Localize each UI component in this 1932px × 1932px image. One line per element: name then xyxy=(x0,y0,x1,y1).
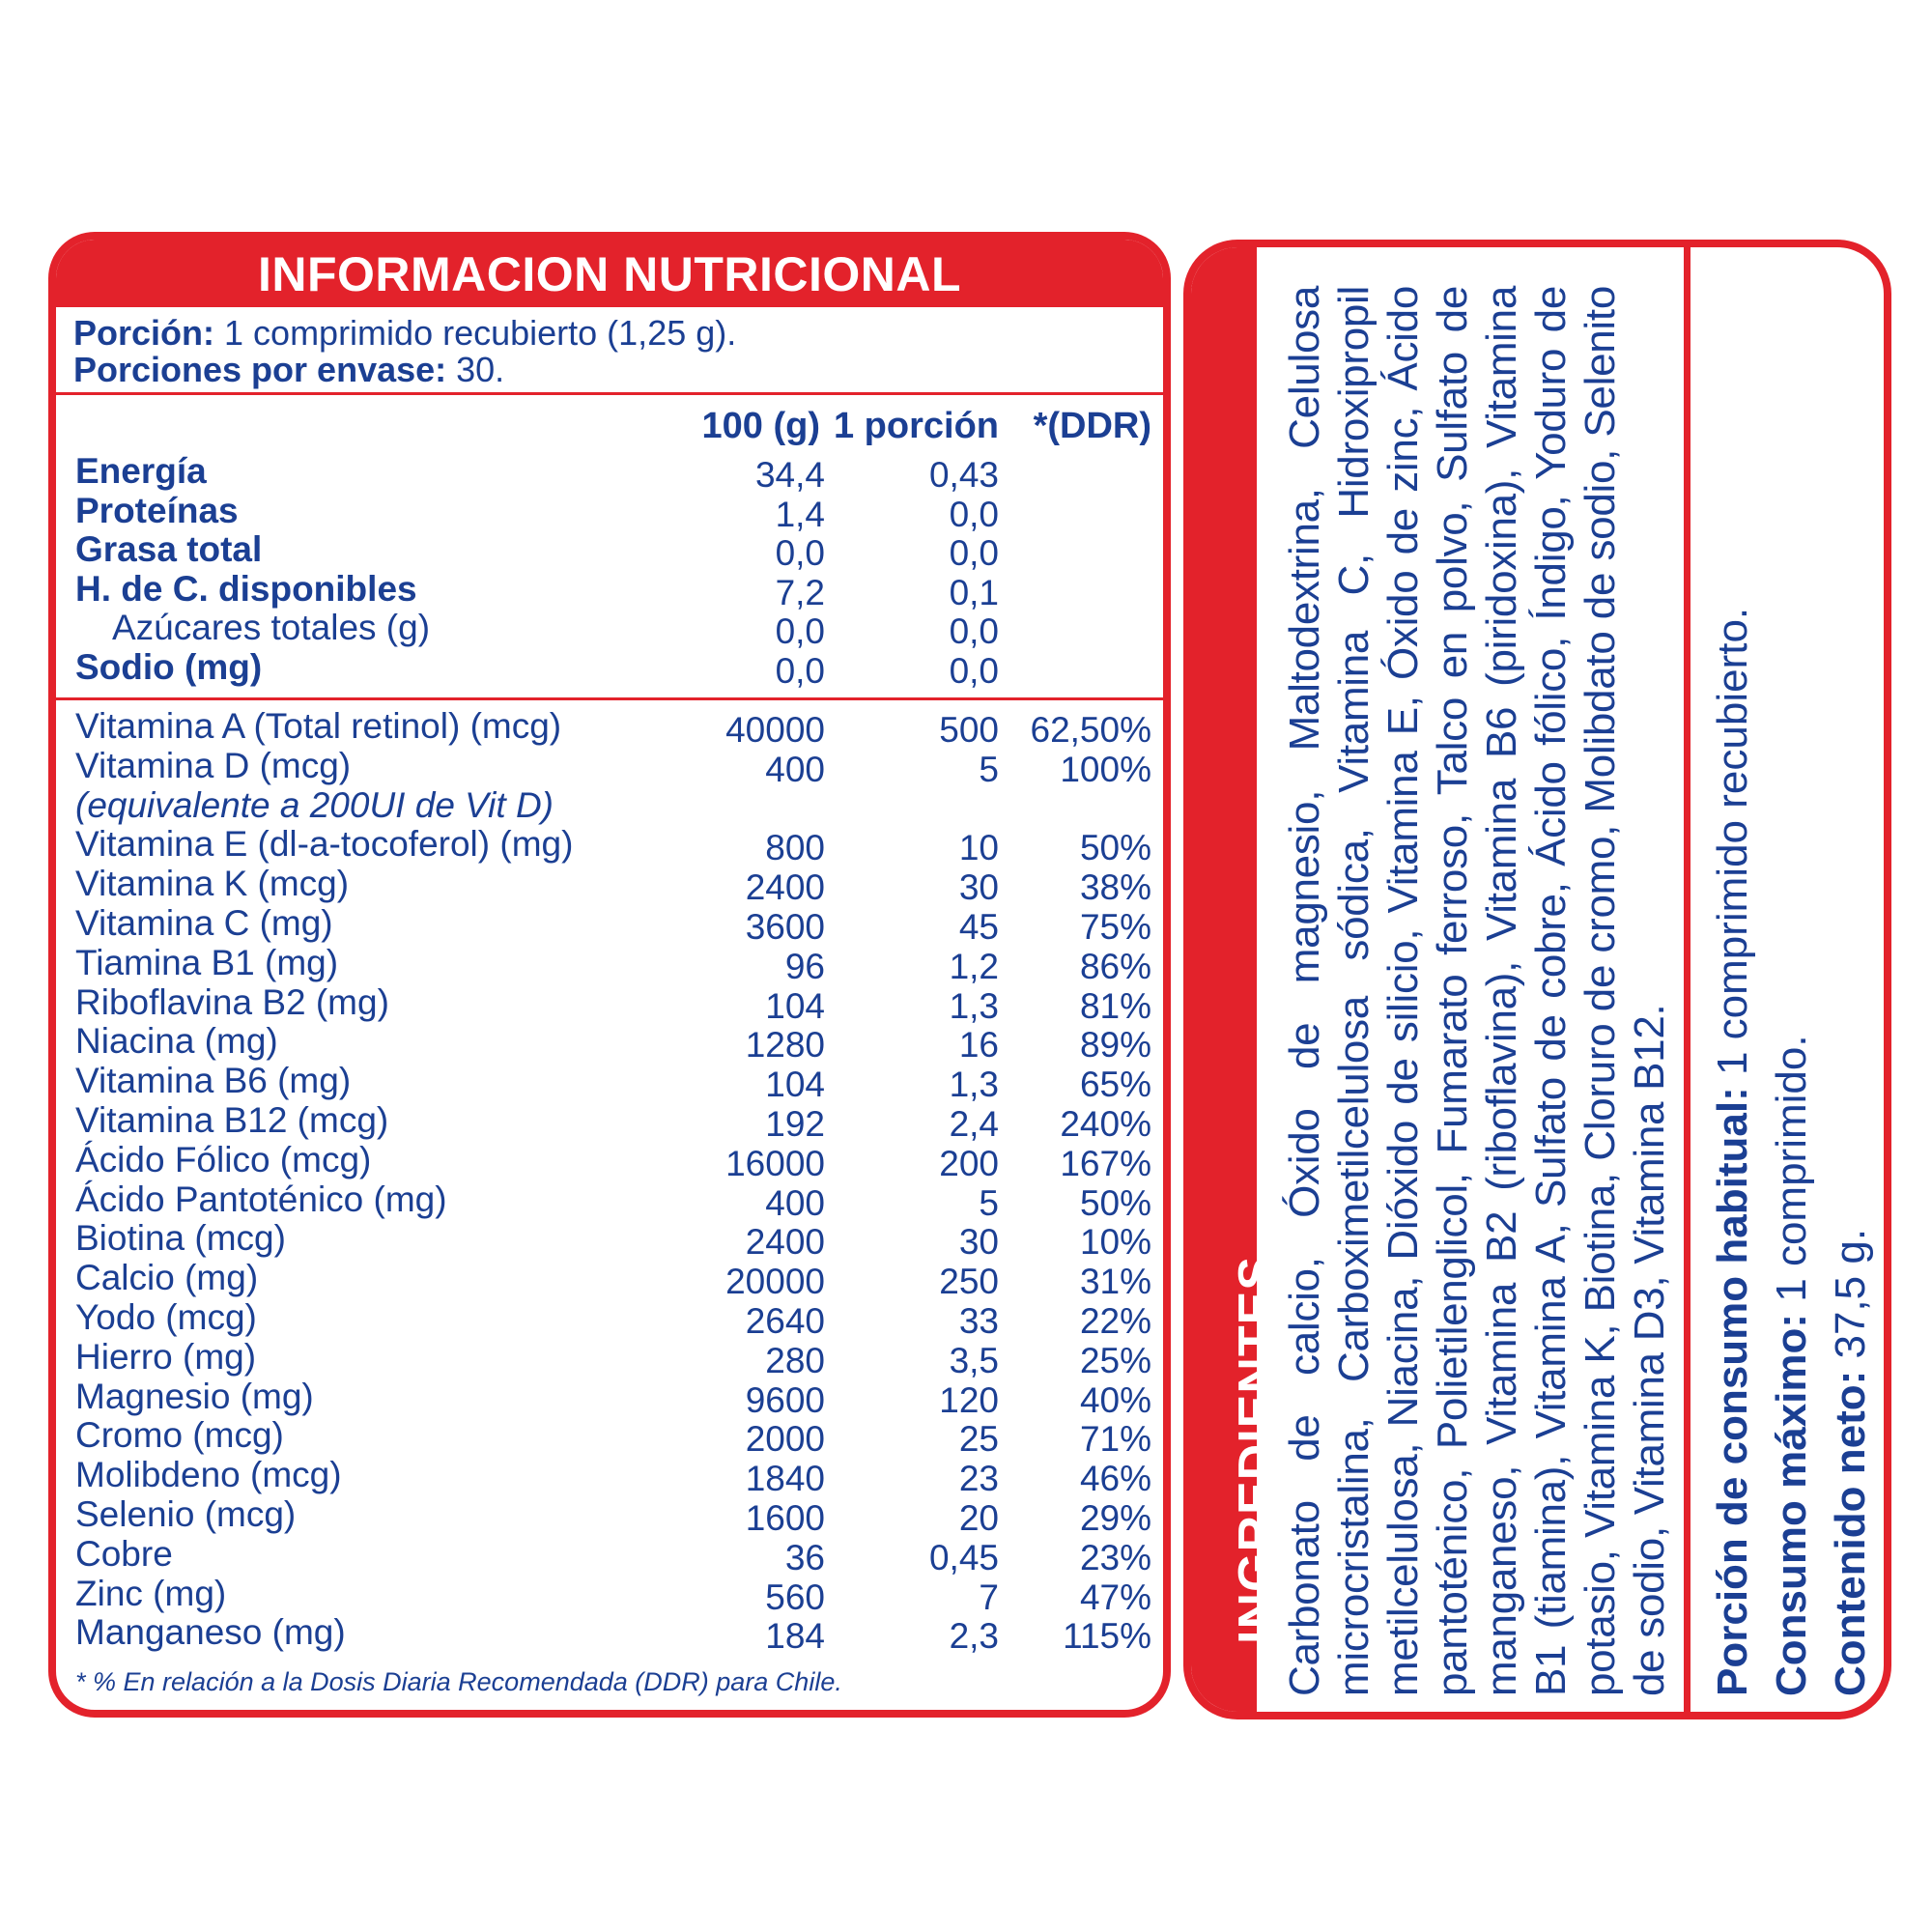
value-ddr-percent: 89% xyxy=(1079,1025,1151,1065)
value-ddr-percent: 71% xyxy=(1079,1419,1151,1460)
value-ddr-percent: 47% xyxy=(1079,1577,1151,1617)
nutrient-label: Vitamina A (Total retinol) (mcg) xyxy=(75,706,562,746)
value-ddr-percent: 100% xyxy=(1060,749,1151,789)
nutrient-label: Magnesio (mg) xyxy=(75,1376,314,1416)
value-per-portion: 23 xyxy=(958,1459,999,1499)
nutrient-label: Hierro (mg) xyxy=(75,1336,257,1377)
nutrient-label: Grasa total xyxy=(75,529,263,569)
value-per-100g: 96 xyxy=(784,946,825,986)
value-per-portion: 0,0 xyxy=(949,533,999,573)
value-per-portion: 20 xyxy=(958,1498,999,1538)
value-per-100g: 1600 xyxy=(745,1498,825,1538)
value-per-portion: 0,0 xyxy=(949,611,999,651)
nutrient-row xyxy=(56,529,1163,573)
nutrition-title: INFORMACION NUTRICIONAL xyxy=(56,240,1163,307)
value-per-100g: 104 xyxy=(765,1065,825,1105)
value-per-100g: 2640 xyxy=(745,1301,825,1341)
serving-info xyxy=(73,315,736,388)
nutrient-label: Cobre xyxy=(75,1533,173,1574)
nutrition-facts-panel xyxy=(48,232,1171,1718)
value-per-portion: 120 xyxy=(939,1379,999,1420)
value-per-portion: 500 xyxy=(939,710,999,750)
value-per-portion: 10 xyxy=(958,828,999,868)
value-per-portion: 1,3 xyxy=(949,1065,999,1105)
nutrient-label: Vitamina D (mcg) xyxy=(75,745,352,785)
value-per-portion: 33 xyxy=(958,1301,999,1341)
habitual-portion-value: 1 comprimido recubierto. xyxy=(1709,607,1756,1088)
value-ddr-percent: 75% xyxy=(1079,907,1151,947)
value-per-portion: 0,1 xyxy=(949,572,999,612)
value-per-100g: 400 xyxy=(765,1182,825,1223)
value-ddr-percent: 38% xyxy=(1079,867,1151,908)
nutrient-label: Manganeso (mg) xyxy=(75,1612,346,1653)
value-per-100g: 3600 xyxy=(745,907,825,947)
nutrient-label: Molibdeno (mcg) xyxy=(75,1455,342,1495)
serving-label: Porción: xyxy=(73,313,215,353)
nutrient-label: Ácido Pantoténico (mg) xyxy=(75,1179,447,1219)
nutrient-label: H. de C. disponibles xyxy=(75,568,417,609)
nutrient-row xyxy=(56,745,1163,789)
value-per-100g: 184 xyxy=(765,1616,825,1657)
nutrient-row xyxy=(56,824,1163,868)
value-per-100g: 1280 xyxy=(745,1025,825,1065)
divider xyxy=(56,697,1163,700)
value-per-100g: 34,4 xyxy=(754,455,825,495)
nutrient-row xyxy=(56,1533,1163,1577)
value-ddr-percent: 50% xyxy=(1079,1182,1151,1223)
value-per-100g: 16000 xyxy=(725,1143,825,1183)
value-per-100g: 36 xyxy=(784,1537,825,1577)
value-per-100g: 1,4 xyxy=(775,494,825,534)
value-per-100g: 40000 xyxy=(725,710,825,750)
value-ddr-percent: 29% xyxy=(1079,1498,1151,1538)
value-per-100g: 1840 xyxy=(745,1459,825,1499)
nutrient-label: Biotina (mcg) xyxy=(75,1218,286,1259)
value-per-portion: 0,0 xyxy=(949,650,999,691)
value-per-portion: 16 xyxy=(958,1025,999,1065)
nutrient-row xyxy=(56,706,1163,750)
nutrient-label: Azúcares totales (g) xyxy=(112,608,431,647)
nutrient-row xyxy=(56,1179,1163,1223)
ingredients-panel xyxy=(1183,240,1891,1719)
nutrient-label: Ácido Fólico (mcg) xyxy=(75,1139,372,1179)
habitual-portion-label: Porción de consumo habitual: xyxy=(1709,1087,1756,1696)
value-ddr-percent: 40% xyxy=(1079,1379,1151,1420)
ingredients-title: INGREDIENTES xyxy=(1229,1255,1285,1644)
nutrient-row xyxy=(56,568,1163,612)
value-per-100g: 2000 xyxy=(745,1419,825,1460)
nutrient-label: Yodo (mcg) xyxy=(75,1297,257,1337)
nutrient-label: Energía xyxy=(75,451,207,491)
nutrient-row xyxy=(56,490,1163,534)
value-per-portion: 3,5 xyxy=(949,1340,999,1380)
nutrient-label: Zinc (mg) xyxy=(75,1573,227,1613)
value-per-100g: 0,0 xyxy=(775,533,825,573)
value-per-100g: 2400 xyxy=(745,1222,825,1263)
value-per-100g: 560 xyxy=(765,1577,825,1617)
value-ddr-percent: 86% xyxy=(1079,946,1151,986)
nutrient-row xyxy=(56,1415,1163,1460)
value-ddr-percent: 65% xyxy=(1079,1065,1151,1105)
value-per-portion: 0,0 xyxy=(949,494,999,534)
divider xyxy=(56,392,1163,395)
column-header-per-100g: 100 (g) xyxy=(701,406,820,446)
net-content-label: Contenido neto: xyxy=(1827,1370,1874,1696)
nutrient-label: (equivalente a 200UI de Vit D) xyxy=(75,784,554,825)
nutrient-row xyxy=(56,1139,1163,1183)
ingredients-text: Carbonato de calcio, Óxido de magnesio, Maltodextrina, Celulosa microcristalina, Carboximetilcelulosa sódica, Vitamina C, Hidroxipropil metilcelulosa, Niacina, Dióxido de silicio, Vitamina E, Óxido de zinc, Ácido pantoténico, Polietilenglicol, Fumarato ferroso, Talco en polvo, Sulfato de manganeso, Vitamina B2 (riboflavina), Vitamina B6 (piridoxina), Vitamina B1 (tiamina), Vitamina A, Sulfato de cobre, Ácido fólico, Índigo, Yoduro de potasio, Vitamina K, Biotina, Cloruro de cromo, Molibdato de sodio, Selenito de sodio, Vitamina D3, Vitamina B12. xyxy=(1281,286,1673,1696)
servings-per-container-value: 30. xyxy=(446,350,505,389)
nutrient-name: Sodio (mg) xyxy=(75,646,263,687)
nutrient-label: Calcio (mg) xyxy=(75,1258,259,1298)
nutrient-row xyxy=(56,1100,1163,1144)
nutrient-row xyxy=(56,451,1163,495)
value-per-100g: 20000 xyxy=(725,1262,825,1302)
value-per-100g: 9600 xyxy=(745,1379,825,1420)
nutrient-row xyxy=(56,981,1163,1026)
nutrient-row xyxy=(56,1021,1163,1065)
value-per-portion: 0,45 xyxy=(928,1537,999,1577)
value-per-portion: 1,2 xyxy=(949,946,999,986)
value-per-portion: 25 xyxy=(958,1419,999,1460)
value-ddr-percent: 50% xyxy=(1079,828,1151,868)
value-ddr-percent: 10% xyxy=(1079,1222,1151,1263)
nutrient-row xyxy=(56,1218,1163,1263)
value-ddr-percent: 81% xyxy=(1079,985,1151,1026)
value-per-portion: 5 xyxy=(979,1182,999,1223)
value-ddr-percent: 167% xyxy=(1060,1143,1151,1183)
value-per-100g: 2400 xyxy=(745,867,825,908)
max-consumption-label: Consumo máximo: xyxy=(1768,1313,1815,1696)
value-ddr-percent: 25% xyxy=(1079,1340,1151,1380)
nutrient-label: Vitamina K (mcg) xyxy=(75,864,350,904)
nutrient-label: Vitamina E (dl-a-tocoferol) (mg) xyxy=(75,824,574,865)
value-per-portion: 1,3 xyxy=(949,985,999,1026)
value-per-portion: 0,43 xyxy=(928,455,999,495)
nutrient-row xyxy=(56,1336,1163,1380)
nutrient-label: Cromo (mcg) xyxy=(75,1415,284,1456)
value-per-100g: 0,0 xyxy=(775,650,825,691)
nutrient-row xyxy=(56,942,1163,986)
nutrient-label: Vitamina B6 (mg) xyxy=(75,1061,352,1101)
value-ddr-percent: 31% xyxy=(1079,1262,1151,1302)
servings-per-container-label: Porciones por envase: xyxy=(73,350,447,389)
nutrient-row xyxy=(56,903,1163,947)
nutrient-label: Proteínas xyxy=(75,490,239,530)
value-ddr-percent: 23% xyxy=(1079,1537,1151,1577)
nutrient-row xyxy=(56,1494,1163,1538)
nutrient-row xyxy=(56,1573,1163,1617)
value-per-100g: 800 xyxy=(765,828,825,868)
nutrient-label: Selenio (mcg) xyxy=(75,1494,297,1534)
value-per-100g: 280 xyxy=(765,1340,825,1380)
value-ddr-percent: 62,50% xyxy=(1030,710,1151,750)
value-ddr-percent: 22% xyxy=(1079,1301,1151,1341)
nutrient-row xyxy=(56,864,1163,908)
nutrient-row xyxy=(56,1258,1163,1302)
value-per-100g: 400 xyxy=(765,749,825,789)
nutrient-row xyxy=(56,1455,1163,1499)
value-per-100g: 0,0 xyxy=(775,611,825,651)
value-per-100g: 7,2 xyxy=(775,572,825,612)
value-ddr-percent: 46% xyxy=(1079,1459,1151,1499)
value-per-portion: 7 xyxy=(979,1577,999,1617)
nutrient-label: Vitamina C (mg) xyxy=(75,903,333,943)
nutrient-row xyxy=(56,1376,1163,1420)
nutrient-label xyxy=(75,648,262,687)
value-per-portion: 5 xyxy=(979,749,999,789)
nutrient-row xyxy=(56,1612,1163,1657)
nutrient-row xyxy=(56,646,1163,691)
value-per-portion: 250 xyxy=(939,1262,999,1302)
divider xyxy=(1684,247,1690,1712)
value-per-portion: 200 xyxy=(939,1143,999,1183)
value-ddr-percent: 240% xyxy=(1060,1104,1151,1144)
consumption-info xyxy=(1703,286,1880,1696)
nutrient-label: Tiamina B1 (mg) xyxy=(75,942,339,982)
nutrient-row xyxy=(56,786,1163,825)
column-header-ddr: *(DDR) xyxy=(1033,406,1151,446)
value-per-portion: 30 xyxy=(958,867,999,908)
value-per-100g: 104 xyxy=(765,985,825,1026)
nutrient-label: Riboflavina B2 (mg) xyxy=(75,981,389,1022)
serving-value: 1 comprimido recubierto (1,25 g). xyxy=(214,313,737,353)
nutrient-row xyxy=(56,1061,1163,1105)
max-consumption-value: 1 comprimido. xyxy=(1768,1035,1815,1314)
nutrient-label: Vitamina B12 (mcg) xyxy=(75,1100,389,1140)
column-header-per-portion: 1 porción xyxy=(833,406,999,446)
nutrient-row xyxy=(56,608,1163,651)
ddr-footnote: * % En relación a la Dosis Diaria Recomendada (DDR) para Chile. xyxy=(75,1667,842,1696)
nutrient-label: Niacina (mg) xyxy=(75,1021,278,1062)
value-ddr-percent: 115% xyxy=(1063,1616,1151,1657)
net-content-value: 37,5 g. xyxy=(1827,1228,1874,1371)
value-per-portion: 45 xyxy=(958,907,999,947)
value-per-100g: 192 xyxy=(765,1104,825,1144)
value-per-portion: 30 xyxy=(958,1222,999,1263)
value-per-portion: 2,3 xyxy=(949,1616,999,1657)
nutrient-row xyxy=(56,1297,1163,1341)
value-per-portion: 2,4 xyxy=(949,1104,999,1144)
